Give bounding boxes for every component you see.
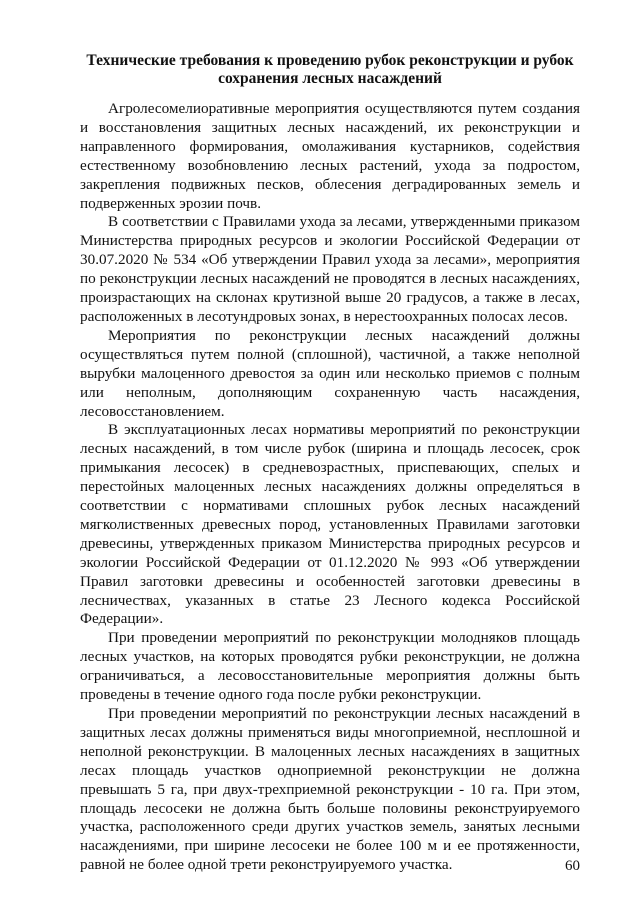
- paragraph-protective-forests: При проведении мероприятий по реконструкции лесных насаждений в защитных лесах должны применяться виды многоприемной, несплошной и неполной реконструкции. В малоценных лесных насаждениях в защитных лесах площадь участков одноприемной реконструкции не должна превышать 5 га, при двух-трехприемной реконструкции - 10 га. При этом, площадь лесосеки не должна быть больше половины реконструируемого участка, расположенного среди других участков земель, занятых лесными насаждениями, при ширине лесосеки не более 100 м и ее протяженности, равной не более одной трети реконструируемого участка.: [80, 705, 580, 874]
- page-number: 60: [565, 858, 580, 874]
- paragraph-reconstruction-methods: Мероприятия по реконструкции лесных насаждений должны осуществляться путем полной (сплошной), частичной, а также неполной вырубки малоценного древостоя за один или несколько приемов с полным или неполным, дополняющим сохраненную часть насаждения, лесовосстановлением.: [80, 326, 580, 420]
- document-body: [80, 100, 580, 875]
- document-title: Технические требования к проведению рубок реконструкции и рубок сохранения лесных насаждений: [86, 52, 574, 87]
- paragraph-agroforestry: Агролесомелиоративные мероприятия осуществляются путем создания и восстановления защитных лесных насаждений, их реконструкции и направленного формирования, омолаживания кустарников, содействия естественному возобновлению лесных растений, ухода за подростом, закрепления подвижных песков, облесения деградированных земель и подверженных эрозии почв.: [80, 100, 580, 212]
- paragraph-exploitation-forests: В эксплуатационных лесах нормативы мероприятий по реконструкции лесных насаждений, в том числе рубок (ширина и площадь лесосек, срок примыкания лесосек) в средневозрастных, приспевающих, спелых и перестойных малоценных лесных насаждениях должны определяться в соответствии с нормативами сплошных рубок лесных насаждений мягколиственных древесных пород, установленных Правилами заготовки древесины, утвержденных приказом Министерства природных ресурсов и экологии Российской Федерации от 01.12.2020 № 993 «Об утверждении Правил заготовки древесины и особенностей заготовки древесины в лесничествах, указанных в статье 23 Лесного кодекса Российской Федерации».: [80, 421, 580, 628]
- paragraph-young-stands: При проведении мероприятий по реконструкции молодняков площадь лесных участков, на которых проводятся рубки реконструкции, не должна ограничиваться, а лесовосстановительные мероприятия должны быть проведены в течение одного года после рубки реконструкции.: [80, 629, 580, 704]
- paragraph-care-rules: В соответствии с Правилами ухода за лесами, утвержденными приказом Министерства природных ресурсов и экологии Российской Федерации от 30.07.2020 № 534 «Об утверждении Правил ухода за лесами», мероприятия по реконструкции лесных насаждений не проводятся в лесных насаждениях, произрастающих на склонах крутизной выше 20 градусов, а также в лесах, расположенных в лесотундровых зонах, в нерестоохранных полосах лесов.: [80, 213, 580, 325]
